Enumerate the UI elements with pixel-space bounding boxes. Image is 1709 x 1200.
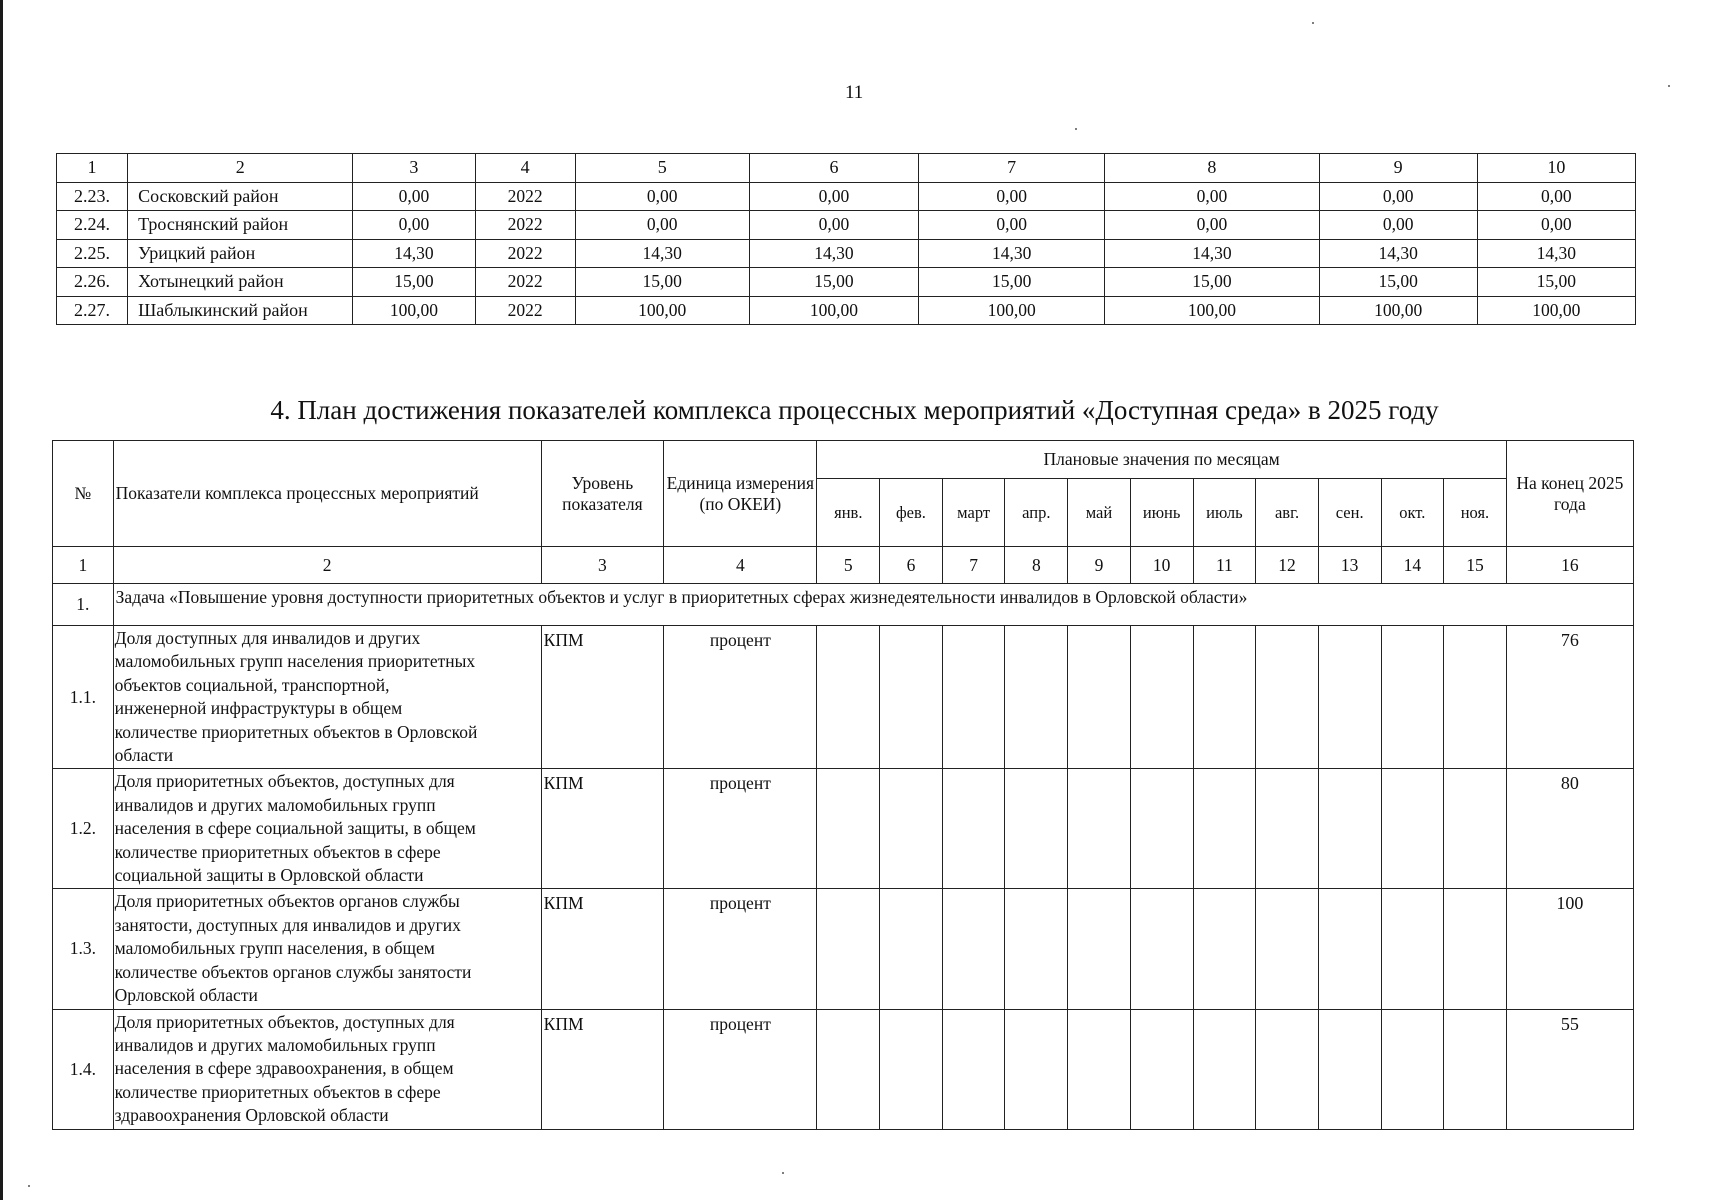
indicator-line: количестве объектов органов службы занятости xyxy=(114,961,472,982)
value-cell: 14,30 xyxy=(575,239,749,268)
plan-table xyxy=(52,440,1634,1130)
column-number: 10 xyxy=(1477,154,1635,183)
month-value-cell xyxy=(1005,889,1068,1009)
scan-speck xyxy=(782,1172,784,1174)
value-cell: 0,00 xyxy=(1477,211,1635,240)
column-number: 4 xyxy=(475,154,575,183)
row-number: 1.2. xyxy=(53,769,114,889)
district-name: Хотынецкий район xyxy=(128,268,353,297)
month-header: фев. xyxy=(880,479,943,547)
district-name: Урицкий район xyxy=(128,239,353,268)
month-value-cell xyxy=(880,626,943,769)
column-number: 4 xyxy=(664,547,817,584)
column-number: 3 xyxy=(541,547,664,584)
district-name: Сосковский район xyxy=(128,182,353,211)
indicator-line: Доля приоритетных объектов, доступных для xyxy=(114,1011,455,1032)
value-cell: 0,00 xyxy=(1319,211,1477,240)
year-end-value: 76 xyxy=(1506,626,1633,769)
value-cell: 15,00 xyxy=(919,268,1105,297)
row-number: 1.4. xyxy=(53,1009,114,1129)
indicator-unit: процент xyxy=(664,769,817,889)
column-number: 5 xyxy=(575,154,749,183)
value-cell: 0,00 xyxy=(575,182,749,211)
column-number: 1 xyxy=(57,154,128,183)
indicator-line: инвалидов и других маломобильных групп xyxy=(114,1034,436,1055)
column-number: 16 xyxy=(1506,547,1633,584)
value-cell: 2022 xyxy=(475,268,575,297)
indicator-line: объектов социальной, транспортной, xyxy=(114,674,390,695)
column-number-row xyxy=(57,154,1636,183)
month-value-cell xyxy=(1068,889,1131,1009)
indicator-name xyxy=(113,769,541,889)
table-row xyxy=(57,268,1636,297)
month-value-cell xyxy=(942,889,1005,1009)
month-value-cell xyxy=(1444,889,1507,1009)
row-number: 2.26. xyxy=(57,268,128,297)
district-indicator-table xyxy=(56,153,1636,325)
month-value-cell xyxy=(1068,626,1131,769)
column-number: 8 xyxy=(1105,154,1319,183)
month-header: апр. xyxy=(1005,479,1068,547)
header-level: Уровень показателя xyxy=(541,441,664,547)
month-value-cell xyxy=(1130,769,1193,889)
value-cell: 100,00 xyxy=(749,296,918,325)
month-header: сен. xyxy=(1318,479,1381,547)
indicator-line: маломобильных групп населения, в общем xyxy=(114,938,435,959)
column-number: 14 xyxy=(1381,547,1444,584)
header-year-end: На конец 2025 года xyxy=(1506,441,1633,547)
indicator-line: маломобильных групп населения приоритетных xyxy=(114,651,476,672)
month-value-cell xyxy=(1381,769,1444,889)
value-cell: 15,00 xyxy=(353,268,475,297)
task-text: Задача «Повышение уровня доступности приоритетных объектов и услуг в приоритетных сферах жизнедеятельности инвалидов в Орловской области» xyxy=(113,584,1633,626)
column-number: 2 xyxy=(128,154,353,183)
indicator-line: количестве приоритетных объектов в Орловской xyxy=(114,721,478,742)
value-cell: 100,00 xyxy=(1105,296,1319,325)
month-value-cell xyxy=(1256,626,1319,769)
table-row xyxy=(57,296,1636,325)
month-value-cell xyxy=(1193,889,1256,1009)
value-cell: 2022 xyxy=(475,239,575,268)
month-value-cell xyxy=(1381,1009,1444,1129)
header-num: № xyxy=(53,441,114,547)
indicator-line: социальной защиты в Орловской области xyxy=(114,865,424,886)
column-number: 6 xyxy=(749,154,918,183)
header-monthly: Плановые значения по месяцам xyxy=(817,441,1506,479)
value-cell: 14,30 xyxy=(353,239,475,268)
column-number: 9 xyxy=(1319,154,1477,183)
value-cell: 14,30 xyxy=(1319,239,1477,268)
month-value-cell xyxy=(942,769,1005,889)
value-cell: 0,00 xyxy=(1319,182,1477,211)
value-cell: 14,30 xyxy=(919,239,1105,268)
indicator-unit: процент xyxy=(664,1009,817,1129)
section-title: 4. План достижения показателей комплекса процессных мероприятий «Доступная среда» в 2025 году xyxy=(270,395,1439,425)
value-cell: 0,00 xyxy=(353,182,475,211)
indicator-line: инженерной инфраструктуры в общем xyxy=(114,698,403,719)
indicator-name xyxy=(113,889,541,1009)
month-value-cell xyxy=(1318,626,1381,769)
month-header: март xyxy=(942,479,1005,547)
month-value-cell xyxy=(817,889,880,1009)
value-cell: 2022 xyxy=(475,211,575,240)
table-row xyxy=(57,211,1636,240)
value-cell: 0,00 xyxy=(919,182,1105,211)
table-row xyxy=(57,182,1636,211)
row-number: 2.23. xyxy=(57,182,128,211)
indicator-level: КПМ xyxy=(541,889,664,1009)
month-value-cell xyxy=(1068,769,1131,889)
value-cell: 15,00 xyxy=(575,268,749,297)
value-cell: 0,00 xyxy=(1105,211,1319,240)
row-number: 1.1. xyxy=(53,626,114,769)
column-number: 1 xyxy=(53,547,114,584)
month-value-cell xyxy=(1256,889,1319,1009)
column-number: 2 xyxy=(113,547,541,584)
indicator-unit: процент xyxy=(664,626,817,769)
month-header: июль xyxy=(1193,479,1256,547)
indicator-level: КПМ xyxy=(541,769,664,889)
month-value-cell xyxy=(1381,889,1444,1009)
indicator-name xyxy=(113,626,541,769)
month-value-cell xyxy=(1005,769,1068,889)
month-value-cell xyxy=(817,626,880,769)
month-header: ноя. xyxy=(1444,479,1507,547)
month-value-cell xyxy=(1130,889,1193,1009)
month-value-cell xyxy=(1318,1009,1381,1129)
indicator-line: Орловской области xyxy=(114,985,258,1006)
month-value-cell xyxy=(1005,626,1068,769)
indicator-line: Доля приоритетных объектов органов службы xyxy=(114,891,460,912)
month-value-cell xyxy=(942,1009,1005,1129)
value-cell: 15,00 xyxy=(1105,268,1319,297)
value-cell: 0,00 xyxy=(353,211,475,240)
year-end-value: 80 xyxy=(1506,769,1633,889)
column-number: 15 xyxy=(1444,547,1507,584)
month-value-cell xyxy=(1256,1009,1319,1129)
indicator-row xyxy=(53,626,1634,769)
value-cell: 100,00 xyxy=(353,296,475,325)
column-number: 8 xyxy=(1005,547,1068,584)
value-cell: 15,00 xyxy=(1477,268,1635,297)
indicator-line: количестве приоритетных объектов в сфере xyxy=(114,1081,441,1102)
header-indicator: Показатели комплекса процессных мероприятий xyxy=(113,441,541,547)
month-value-cell xyxy=(1318,889,1381,1009)
month-value-cell xyxy=(1444,626,1507,769)
month-value-cell xyxy=(1193,769,1256,889)
row-number: 2.24. xyxy=(57,211,128,240)
value-cell: 100,00 xyxy=(575,296,749,325)
value-cell: 2022 xyxy=(475,182,575,211)
value-cell: 15,00 xyxy=(1319,268,1477,297)
month-value-cell xyxy=(880,1009,943,1129)
column-number: 11 xyxy=(1193,547,1256,584)
scan-speck xyxy=(1312,22,1314,24)
month-value-cell xyxy=(1193,1009,1256,1129)
column-number: 9 xyxy=(1068,547,1131,584)
value-cell: 14,30 xyxy=(1477,239,1635,268)
column-number: 3 xyxy=(353,154,475,183)
column-number: 5 xyxy=(817,547,880,584)
indicator-name xyxy=(113,1009,541,1129)
value-cell: 0,00 xyxy=(919,211,1105,240)
month-header: окт. xyxy=(1381,479,1444,547)
value-cell: 0,00 xyxy=(749,182,918,211)
value-cell: 0,00 xyxy=(1477,182,1635,211)
month-value-cell xyxy=(1005,1009,1068,1129)
value-cell: 2022 xyxy=(475,296,575,325)
month-header: авг. xyxy=(1256,479,1319,547)
header-unit: Единица измерения (по ОКЕИ) xyxy=(664,441,817,547)
indicator-line: занятости, доступных для инвалидов и других xyxy=(114,914,461,935)
indicator-level: КПМ xyxy=(541,1009,664,1129)
month-value-cell xyxy=(1068,1009,1131,1129)
indicator-line: населения в сфере здравоохранения, в общем xyxy=(114,1058,454,1079)
value-cell: 100,00 xyxy=(1319,296,1477,325)
row-number: 1.3. xyxy=(53,889,114,1009)
scan-speck xyxy=(1075,128,1077,130)
month-value-cell xyxy=(1193,626,1256,769)
value-cell: 14,30 xyxy=(749,239,918,268)
month-value-cell xyxy=(1256,769,1319,889)
district-name: Шаблыкинский район xyxy=(128,296,353,325)
value-cell: 0,00 xyxy=(1105,182,1319,211)
month-value-cell xyxy=(817,1009,880,1129)
indicator-unit: процент xyxy=(664,889,817,1009)
value-cell: 0,00 xyxy=(575,211,749,240)
indicator-line: количестве приоритетных объектов в сфере xyxy=(114,841,441,862)
month-value-cell xyxy=(1318,769,1381,889)
column-number: 10 xyxy=(1130,547,1193,584)
value-cell: 100,00 xyxy=(1477,296,1635,325)
value-cell: 0,00 xyxy=(749,211,918,240)
column-number: 7 xyxy=(919,154,1105,183)
month-value-cell xyxy=(880,769,943,889)
value-cell: 100,00 xyxy=(919,296,1105,325)
column-number: 7 xyxy=(942,547,1005,584)
page-number: 11 xyxy=(845,82,864,103)
district-name: Троснянский район xyxy=(128,211,353,240)
task-number: 1. xyxy=(53,584,114,626)
indicator-row xyxy=(53,889,1634,1009)
month-value-cell xyxy=(1381,626,1444,769)
month-value-cell xyxy=(1130,1009,1193,1129)
month-value-cell xyxy=(942,626,1005,769)
indicator-line: Доля приоритетных объектов, доступных для xyxy=(114,771,455,792)
month-value-cell xyxy=(1444,769,1507,889)
indicator-line: здравоохранения Орловской области xyxy=(114,1105,389,1126)
scan-edge xyxy=(0,0,3,1200)
scan-speck xyxy=(1668,85,1670,87)
month-header: май xyxy=(1068,479,1131,547)
indicator-row xyxy=(53,769,1634,889)
indicator-line: области xyxy=(114,745,174,766)
month-header: янв. xyxy=(817,479,880,547)
column-number: 12 xyxy=(1256,547,1319,584)
month-value-cell xyxy=(1130,626,1193,769)
year-end-value: 100 xyxy=(1506,889,1633,1009)
value-cell: 15,00 xyxy=(749,268,918,297)
indicator-line: инвалидов и других маломобильных групп xyxy=(114,794,436,815)
indicator-row xyxy=(53,1009,1634,1129)
table-row xyxy=(57,239,1636,268)
row-number: 2.25. xyxy=(57,239,128,268)
year-end-value: 55 xyxy=(1506,1009,1633,1129)
month-value-cell xyxy=(880,889,943,1009)
indicator-level: КПМ xyxy=(541,626,664,769)
month-value-cell xyxy=(817,769,880,889)
indicator-line: населения в сфере социальной защиты, в общем xyxy=(114,818,476,839)
value-cell: 14,30 xyxy=(1105,239,1319,268)
month-value-cell xyxy=(1444,1009,1507,1129)
month-header: июнь xyxy=(1130,479,1193,547)
column-number: 6 xyxy=(880,547,943,584)
row-number: 2.27. xyxy=(57,296,128,325)
scan-speck xyxy=(28,1185,30,1187)
column-number: 13 xyxy=(1318,547,1381,584)
indicator-line: Доля доступных для инвалидов и других xyxy=(114,628,421,648)
